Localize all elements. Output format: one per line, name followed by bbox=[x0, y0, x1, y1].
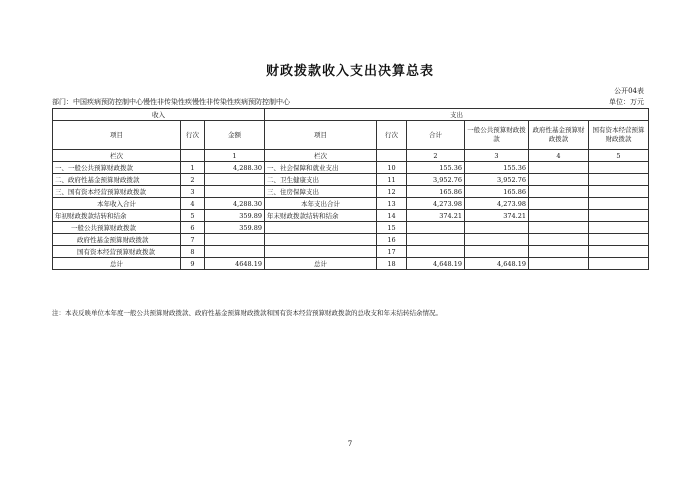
income-row-no: 3 bbox=[181, 186, 205, 198]
expense-row-no: 11 bbox=[377, 174, 407, 186]
income-amount: 359.89 bbox=[205, 210, 265, 222]
expense-general-budget: 155.36 bbox=[465, 162, 529, 174]
income-amount bbox=[205, 246, 265, 258]
col-index-1: 1 bbox=[205, 150, 265, 162]
expense-gov-fund bbox=[529, 162, 589, 174]
expense-item-header: 项目 bbox=[265, 121, 377, 150]
table-row bbox=[53, 246, 649, 258]
expense-general-budget: 4,273.98 bbox=[465, 198, 529, 210]
income-row-no: 7 bbox=[181, 234, 205, 246]
section-header-row bbox=[53, 109, 649, 121]
expense-state-capital bbox=[589, 210, 649, 222]
form-code: 公开04表 bbox=[614, 87, 644, 95]
expense-gov-fund bbox=[529, 246, 589, 258]
expense-general-budget: 3,952.76 bbox=[465, 174, 529, 186]
table-row bbox=[53, 234, 649, 246]
income-item: 本年收入合计 bbox=[53, 198, 181, 210]
col-index-expense-label: 栏次 bbox=[265, 150, 377, 162]
department-label: 部门：中国疾病预防控制中心慢性非传染性疾慢性非传染性疾病预防控制中心 bbox=[52, 98, 290, 106]
expense-general-budget: 4,648.19 bbox=[465, 258, 529, 270]
col-index-5: 5 bbox=[589, 150, 649, 162]
table-row bbox=[53, 162, 649, 174]
expense-general-budget bbox=[465, 222, 529, 234]
page-number: 7 bbox=[347, 440, 353, 448]
expense-row-no: 17 bbox=[377, 246, 407, 258]
expense-total bbox=[407, 234, 465, 246]
table-row bbox=[53, 198, 649, 210]
expense-row-no: 16 bbox=[377, 234, 407, 246]
expense-total-header: 合计 bbox=[407, 121, 465, 150]
expense-total: 374.21 bbox=[407, 210, 465, 222]
expense-gov-fund bbox=[529, 258, 589, 270]
page-title: 财政拨款收入支出决算总表 bbox=[265, 64, 434, 79]
expense-total bbox=[407, 222, 465, 234]
table-row bbox=[53, 174, 649, 186]
income-item: 一、一般公共预算财政拨款 bbox=[53, 162, 181, 174]
general-budget-header: 一般公共预算财政拨款 bbox=[465, 121, 529, 150]
expense-row-no: 18 bbox=[377, 258, 407, 270]
expense-item: 年末财政拨款结转和结余 bbox=[265, 210, 377, 222]
expense-row-no: 14 bbox=[377, 210, 407, 222]
table-row bbox=[53, 258, 649, 270]
income-row-no: 4 bbox=[181, 198, 205, 210]
expense-total bbox=[407, 246, 465, 258]
col-index-empty bbox=[181, 150, 205, 162]
table-row bbox=[53, 222, 649, 234]
expense-state-capital bbox=[589, 174, 649, 186]
table-row bbox=[53, 186, 649, 198]
expense-total: 4,648.19 bbox=[407, 258, 465, 270]
expense-state-capital bbox=[589, 234, 649, 246]
expense-section-header: 支出 bbox=[265, 109, 649, 121]
expense-gov-fund bbox=[529, 234, 589, 246]
income-item: 一般公共预算财政拨款 bbox=[53, 222, 181, 234]
income-row-no: 5 bbox=[181, 210, 205, 222]
expense-item: 二、卫生健康支出 bbox=[265, 174, 377, 186]
income-item-header: 项目 bbox=[53, 121, 181, 150]
income-row-no-header: 行次 bbox=[181, 121, 205, 150]
income-item: 国有资本经营预算财政拨款 bbox=[53, 246, 181, 258]
income-amount bbox=[205, 234, 265, 246]
expense-item: 本年支出合计 bbox=[265, 198, 377, 210]
expense-row-no: 12 bbox=[377, 186, 407, 198]
expense-state-capital bbox=[589, 258, 649, 270]
expense-state-capital bbox=[589, 186, 649, 198]
income-item: 三、国有资本经营预算财政拨款 bbox=[53, 186, 181, 198]
expense-row-no: 15 bbox=[377, 222, 407, 234]
income-section-header: 收入 bbox=[53, 109, 265, 121]
column-index-row bbox=[53, 150, 649, 162]
budget-summary-table bbox=[52, 108, 649, 270]
expense-item bbox=[265, 222, 377, 234]
expense-gov-fund bbox=[529, 222, 589, 234]
col-index-2: 2 bbox=[407, 150, 465, 162]
expense-total: 155.36 bbox=[407, 162, 465, 174]
expense-gov-fund bbox=[529, 174, 589, 186]
expense-general-budget: 374.21 bbox=[465, 210, 529, 222]
income-amount-header: 金额 bbox=[205, 121, 265, 150]
expense-item bbox=[265, 246, 377, 258]
col-index-label: 栏次 bbox=[53, 150, 181, 162]
expense-state-capital bbox=[589, 162, 649, 174]
income-amount: 359.89 bbox=[205, 222, 265, 234]
expense-row-no-header: 行次 bbox=[377, 121, 407, 150]
income-amount: 4648.19 bbox=[205, 258, 265, 270]
table-note: 注：本表反映单位本年度一般公共预算财政拨款、政府性基金预算财政拨款和国有资本经营预算财政拨款的总收支和年末结转结余情况。 bbox=[52, 309, 442, 317]
income-amount bbox=[205, 174, 265, 186]
expense-state-capital bbox=[589, 222, 649, 234]
expense-general-budget bbox=[465, 234, 529, 246]
expense-row-no: 10 bbox=[377, 162, 407, 174]
income-item: 二、政府性基金预算财政拨款 bbox=[53, 174, 181, 186]
expense-state-capital bbox=[589, 198, 649, 210]
income-item: 年初财政拨款结转和结余 bbox=[53, 210, 181, 222]
expense-total: 3,952.76 bbox=[407, 174, 465, 186]
income-row-no: 9 bbox=[181, 258, 205, 270]
income-item: 政府性基金预算财政拨款 bbox=[53, 234, 181, 246]
income-item: 总计 bbox=[53, 258, 181, 270]
expense-total: 4,273.98 bbox=[407, 198, 465, 210]
income-amount bbox=[205, 186, 265, 198]
income-row-no: 6 bbox=[181, 222, 205, 234]
col-index-4: 4 bbox=[529, 150, 589, 162]
state-capital-header: 国有资本经营预算财政拨款 bbox=[589, 121, 649, 150]
expense-item: 一、社会保障和就业支出 bbox=[265, 162, 377, 174]
expense-gov-fund bbox=[529, 186, 589, 198]
unit-label: 单位：万元 bbox=[609, 98, 644, 106]
expense-general-budget bbox=[465, 246, 529, 258]
expense-gov-fund bbox=[529, 210, 589, 222]
income-amount: 4,288.30 bbox=[205, 162, 265, 174]
col-index-3: 3 bbox=[465, 150, 529, 162]
table-row bbox=[53, 210, 649, 222]
income-row-no: 2 bbox=[181, 174, 205, 186]
income-row-no: 8 bbox=[181, 246, 205, 258]
income-amount: 4,288.30 bbox=[205, 198, 265, 210]
expense-state-capital bbox=[589, 246, 649, 258]
expense-row-no: 13 bbox=[377, 198, 407, 210]
gov-fund-header: 政府性基金预算财政拨款 bbox=[529, 121, 589, 150]
expense-gov-fund bbox=[529, 198, 589, 210]
expense-total: 165.86 bbox=[407, 186, 465, 198]
income-row-no: 1 bbox=[181, 162, 205, 174]
expense-item bbox=[265, 234, 377, 246]
expense-item: 三、住房保障支出 bbox=[265, 186, 377, 198]
expense-general-budget: 165.86 bbox=[465, 186, 529, 198]
column-header-row bbox=[53, 121, 649, 150]
col-index-empty bbox=[377, 150, 407, 162]
expense-item: 总计 bbox=[265, 258, 377, 270]
